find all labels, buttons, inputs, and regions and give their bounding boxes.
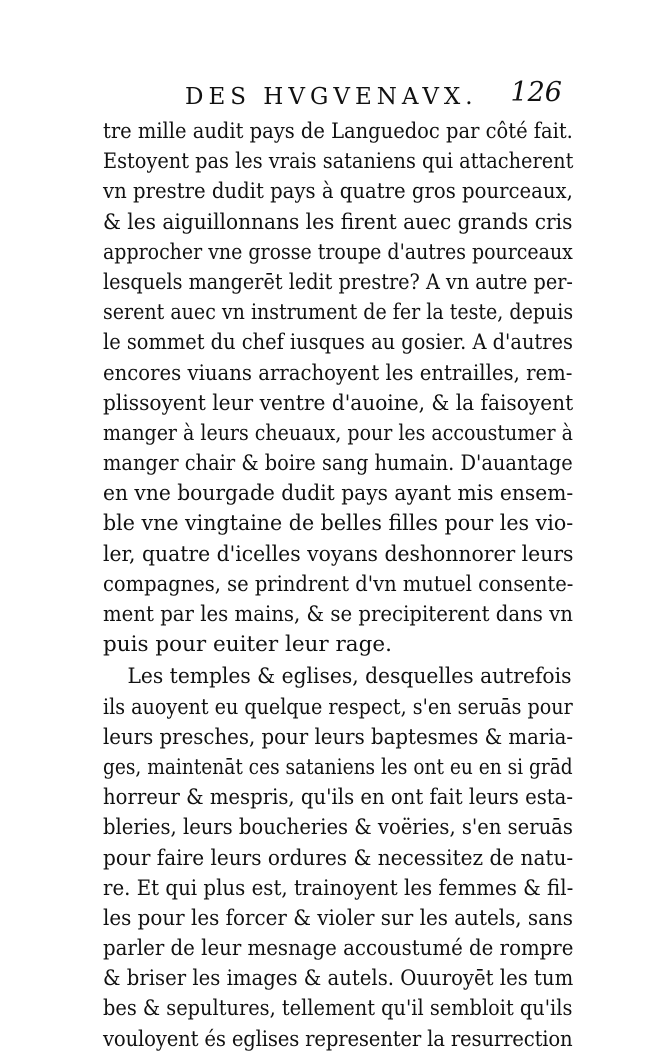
text-line: ble vne vingtaine de belles filles pour les vio-: [103, 511, 574, 537]
body-text: [103, 117, 574, 1055]
text-line: parler de leur mesnage accoustumé de rompre: [103, 936, 574, 962]
text-line: approcher vne grosse troupe d'autres pourceaux: [103, 239, 573, 265]
text-line: les pour les forcer & violer sur les autels, sans: [103, 905, 574, 931]
page-number: 126: [510, 77, 562, 108]
text-line: lesquels mangerēt ledit prestre? A vn autre per-: [103, 269, 573, 295]
text-line: puis pour euiter leur rage.: [103, 632, 392, 658]
text-line: manger à leurs cheuaux, pour les accoustumer à: [103, 420, 573, 446]
text-line: bes & sepultures, tellement qu'il sembloit qu'ils: [103, 996, 573, 1022]
text-line: leurs presches, pour leurs baptesmes & maria-: [103, 724, 574, 750]
text-line: ment par les mains, & se precipiterent dans vn: [103, 602, 573, 627]
text-line: plissoyent leur ventre d'auoine, & la faisoyent: [103, 390, 574, 416]
text-line: re. Et qui plus est, trainoyent les femmes & fil-: [103, 875, 574, 901]
text-line: compagnes, se prindrent d'vn mutuel consente-: [103, 571, 574, 597]
text-line: tre mille audit pays de Languedoc par côté fait.: [103, 119, 573, 144]
text-line: Estoyent pas les vrais sataniens qui attacherent: [103, 149, 574, 175]
text-line: Les temples & eglises, desquelles autrefois: [127, 664, 572, 690]
text-line: le sommet du chef iusques au gosier. A d'autres: [103, 330, 573, 356]
text-line: ges, maintenāt ces sataniens les ont eu en si grād: [103, 754, 573, 780]
text-line: bleries, leurs boucheries & voëries, s'en seruās: [103, 815, 573, 841]
paragraph-1: [103, 117, 574, 660]
text-line: & les aiguillonnans les firent auec grands cris: [103, 209, 573, 235]
text-line: ler, quatre d'icelles voyans deshonnorer leurs: [103, 541, 574, 567]
text-line: ils auoyent eu quelque respect, s'en seruās pour: [103, 694, 573, 720]
text-line: vn prestre dudit pays à quatre gros pourceaux,: [103, 179, 573, 205]
running-title: DES HVGVENAVX.: [185, 84, 478, 110]
text-line: en vne bourgade dudit pays ayant mis ensem-: [103, 481, 574, 507]
text-line: serent auec vn instrument de fer la teste, depuis: [103, 300, 574, 326]
text-line: horreur & mespris, qu'ils en ont fait leurs esta-: [103, 785, 573, 811]
text-line: & briser les images & autels. Ouuroyēt les tum: [103, 966, 574, 992]
text-line: pour faire leurs ordures & necessitez de natu-: [103, 845, 574, 871]
text-line: manger chair & boire sang humain. D'auantage: [103, 451, 573, 477]
paragraph-2: [103, 662, 574, 1054]
text-line: encores viuans arrachoyent les entrailles, rem-: [103, 360, 573, 386]
page-header: [100, 77, 570, 114]
text-line: vouloyent és eglises representer la resurrection: [103, 1026, 573, 1052]
